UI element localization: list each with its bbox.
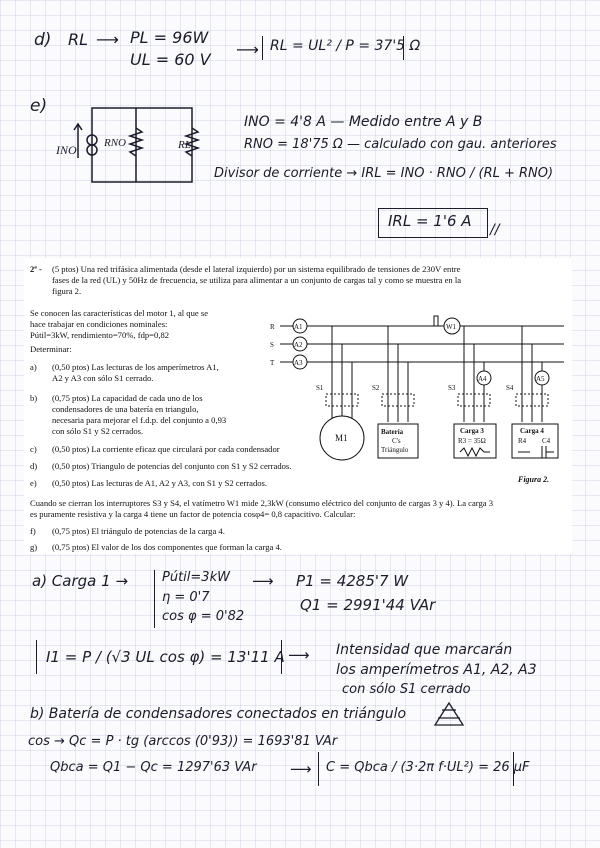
motor-text-1: Se conocen las características del motor 1, al que se — [30, 308, 209, 318]
part-a-given-2: η = 0'7 — [162, 590, 210, 605]
question-g-letter: g) — [30, 542, 38, 552]
part-a-label: a) Carga 1 → — [32, 572, 129, 590]
part-e-label: e) — [30, 96, 48, 116]
part-a-given-bracket — [154, 570, 155, 628]
part-b-label: b) Batería de condensadores conectados en triángulo — [30, 706, 407, 722]
question-b-line-4: con sólo S1 y S2 cerrados. — [52, 426, 144, 436]
closing-2: es puramente resistiva y la carga 4 tiene un factor de potencia cosφ4= 0,8 capacitivo. Calcular: — [30, 509, 356, 519]
arrow-a: ⟶ — [252, 572, 274, 590]
arrow-current: ⟶ — [288, 646, 310, 664]
current-note-2: los amperímetros A1, A2, A3 — [336, 662, 537, 678]
question-d-letter: d) — [30, 461, 38, 471]
part-e-line-1: INO = 4'8 A — Medido entre A y B — [244, 114, 483, 130]
arrow-d2: ⟶ — [236, 40, 259, 59]
motor-m1: M1 — [335, 433, 348, 443]
question-c-letter: c) — [30, 444, 37, 454]
question-a-letter: a) — [30, 362, 37, 372]
norton-label-rl: RL — [178, 139, 191, 151]
part-d-result: RL = UL² / P = 37'5 Ω — [270, 38, 421, 54]
question-e-letter: e) — [30, 478, 37, 488]
phase-t: T — [270, 359, 275, 367]
question-e-line-1: (0,50 ptos) Las lecturas de A1, A2 y A3, con S1 y S2 cerrados. — [52, 478, 268, 488]
part-b-line-1: cos → Qc = P · tg (arccos (0'93)) = 1693'81 VAr — [28, 734, 338, 749]
problem-number: 2ª - — [30, 264, 42, 274]
load4-r: R4 — [518, 437, 527, 445]
battery-label: Batería — [381, 428, 404, 436]
delta-sketch-icon — [432, 700, 466, 728]
ammeter-a2: A2 — [294, 341, 303, 349]
switch-s3: S3 — [448, 384, 456, 392]
load3-label: Carga 3 — [460, 427, 484, 435]
motor-text-4: Determinar: — [30, 344, 72, 354]
question-a-line-1: (0,50 ptos) Las lecturas de los amperímetros A1, — [52, 362, 219, 372]
question-c-line-1: (0,50 ptos) La corriente eficaz que circulará por cada condensador — [52, 444, 280, 454]
double-underline-mark: // — [490, 222, 500, 238]
part-d-given-u: UL = 60 V — [130, 50, 211, 69]
question-d-line-1: (0,50 ptos) Triangulo de potencias del conjunto con S1 y S2 cerrados. — [52, 461, 292, 471]
ammeter-a3: A3 — [294, 359, 303, 367]
ammeter-a4: A4 — [478, 375, 487, 383]
ammeter-a5: A5 — [536, 375, 545, 383]
current-note-3: con sólo S1 cerrado — [342, 682, 471, 697]
problem-intro-3: figura 2. — [52, 286, 82, 296]
part-e-result: IRL = 1'6 A — [388, 212, 472, 230]
part-a-result-p: P1 = 4285'7 W — [296, 572, 409, 590]
arrow-b: ⟶ — [290, 760, 312, 778]
ammeter-a1: A1 — [294, 323, 303, 331]
switch-s4: S4 — [506, 384, 514, 392]
part-b-result: C = Qbca / (3·2π f·UL²) = 26 μF — [326, 760, 530, 775]
problem-intro-2: fases de la red (UL) y 50Hz de frecuencia, se utiliza para alimentar a un conjunto de cargas tal y como se muestra en la — [52, 275, 462, 285]
question-b-line-2: condensadores de una batería en triangulo, — [52, 404, 199, 414]
part-a-given-3: cos φ = 0'82 — [162, 609, 245, 624]
norton-circuit-sketch — [56, 104, 206, 192]
part-e-line-2: RNO = 18'75 Ω — calculado con gau. anteriores — [244, 137, 557, 152]
motor-text-2: hace trabajar en condiciones nominales: — [30, 319, 168, 329]
question-b-line-3: necesaria para mejorar el f.d.p. del conjunto a 0,93 — [52, 415, 227, 425]
question-g-text: (0,75 ptos) El valor de los dos componentes que forman la carga 4. — [52, 542, 282, 552]
problem-statement — [24, 258, 572, 554]
load4-label: Carga 4 — [520, 427, 544, 435]
norton-label-rno: RNO — [104, 137, 126, 149]
load3-value: R3 = 35Ω — [458, 437, 486, 445]
part-a-result-q: Q1 = 2991'44 VAr — [300, 596, 436, 614]
part-a-given-1: Pútil=3kW — [162, 570, 230, 585]
battery-triangle: Triángulo — [381, 446, 409, 454]
phase-r: R — [270, 323, 275, 331]
current-formula: I1 = P / (√3 UL cos φ) = 13'11 A — [46, 648, 285, 666]
part-d-given-rl: RL — [68, 30, 89, 49]
phase-s: S — [270, 341, 274, 349]
norton-label-ino: INO — [56, 143, 77, 157]
motor-text-3: Pútil=3kW, rendimiento=70%, fdp=0,82 — [30, 330, 170, 340]
question-b-line-1: (0,75 ptos) La capacidad de cada uno de los — [52, 393, 203, 403]
question-f-letter: f) — [30, 526, 36, 536]
battery-caps: C's — [392, 437, 401, 445]
load4-c: C4 — [542, 437, 551, 445]
part-d-label: d) — [34, 30, 52, 50]
three-phase-circuit-figure — [268, 312, 568, 488]
closing-1: Cuando se cierran los interruptores S3 y S4, el vatímetro W1 mide 2,3kW (consumo eléctrico del conjunto de cargas 3 y 4). La carga 3 — [30, 498, 494, 508]
part-d-given-p: PL = 96W — [130, 28, 209, 47]
wattmeter-w1: W1 — [446, 323, 457, 331]
switch-s1: S1 — [316, 384, 324, 392]
part-e-line-3: Divisor de corriente → IRL = INO · RNO / (RL + RNO) — [214, 166, 554, 181]
arrow-d: ⟶ — [96, 30, 119, 49]
problem-intro-1: (5 ptos) Una red trifásica alimentada (desde el lateral izquierdo) por un sistema equilibrado de tensiones de 230V entre — [52, 264, 461, 274]
question-a-line-2: A2 y A3 con sólo S1 cerrado. — [52, 373, 154, 383]
figure-caption: Figura 2. — [518, 475, 550, 484]
question-f-text: (0,75 ptos) El triángulo de potencias de la carga 4. — [52, 526, 225, 536]
switch-s2: S2 — [372, 384, 380, 392]
question-b-letter: b) — [30, 393, 38, 403]
part-b-line-2: Qbca = Q1 − Qc = 1297'63 VAr — [50, 760, 257, 775]
current-note-1: Intensidad que marcarán — [336, 642, 513, 658]
